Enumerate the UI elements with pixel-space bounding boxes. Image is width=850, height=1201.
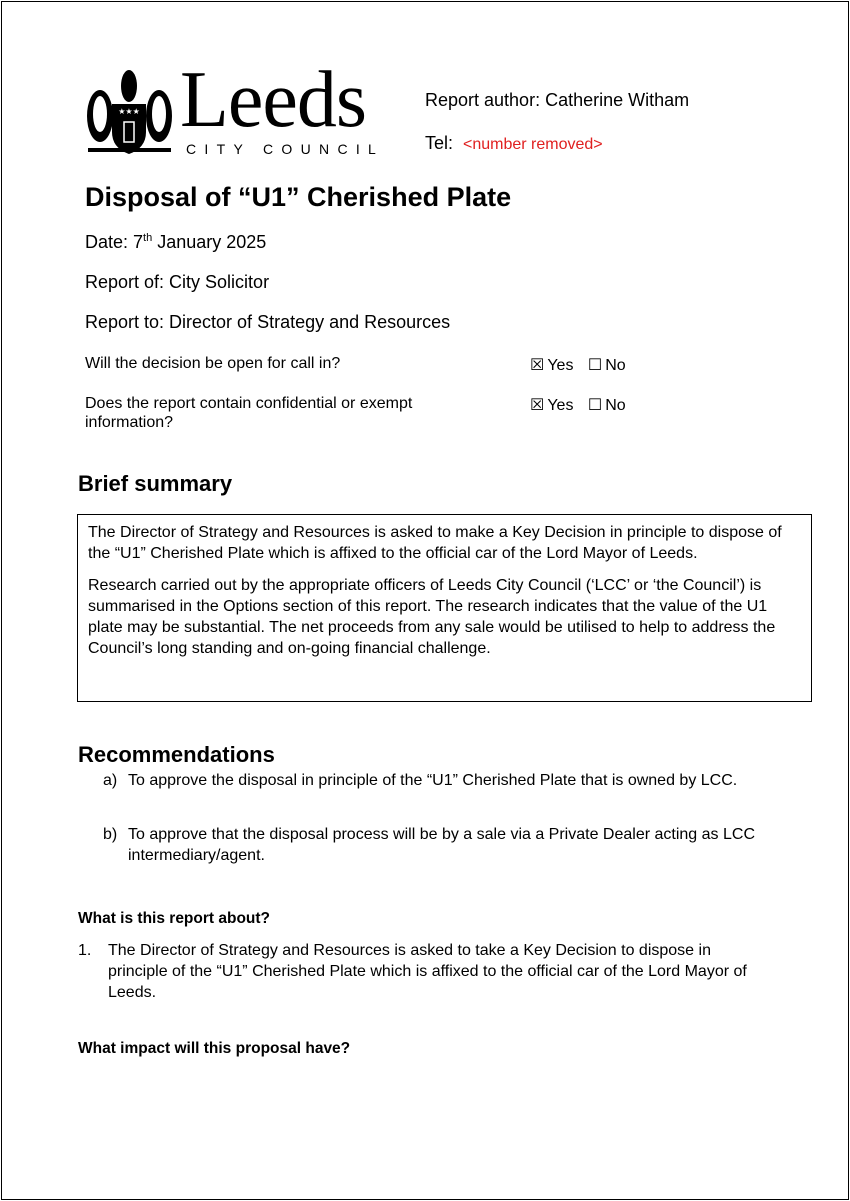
report-date: Date: 7th January 2025 xyxy=(85,232,267,252)
logo-subtitle: CITY COUNCIL xyxy=(186,141,385,157)
coat-of-arms-icon xyxy=(82,66,177,158)
page-title: Disposal of “U1” Cherished Plate xyxy=(85,182,512,212)
tel-label: Tel: xyxy=(425,133,454,153)
telephone xyxy=(425,133,603,154)
question-confidential: Does the report contain confidential or exempt information? xyxy=(85,395,413,431)
report-of: Report of: City Solicitor xyxy=(85,272,270,292)
brief-summary-box xyxy=(77,514,812,702)
yes-checkbox-checked[interactable]: ☒ xyxy=(530,357,545,374)
tel-value: <number removed> xyxy=(463,136,603,153)
summary-paragraph: Research carried out by the appropriate officers of Leeds City Council (‘LCC’ or ‘the Council’) is summarised in the Options section of this report. The research indicates that the value of the U1 plate may be substantial. The net proceeds from any sale would be utilised to help to address the Council’s long standing and on-going financial challenge. xyxy=(88,577,776,657)
summary-paragraph: The Director of Strategy and Resources is asked to make a Key Decision in principle to dispose of the “U1” Cherished Plate which is affixed to the official car of the Lord Mayor of Leeds. xyxy=(88,524,782,562)
recommendations-heading: Recommendations xyxy=(78,742,275,767)
no-checkbox[interactable]: ☐ xyxy=(587,357,603,374)
question-call-in: Will the decision be open for call in? xyxy=(85,355,341,372)
report-author: Report author: Catherine Witham xyxy=(425,90,690,110)
no-checkbox[interactable]: ☐ xyxy=(587,397,603,414)
leeds-city-council-logo xyxy=(82,56,387,161)
about-heading: What is this report about? xyxy=(78,910,271,927)
svg-text:★★★: ★★★ xyxy=(118,107,140,116)
yes-checkbox-checked[interactable]: ☒ xyxy=(530,397,545,414)
call-in-options: ☒ Yes ☐ No xyxy=(530,357,626,374)
impact-heading: What impact will this proposal have? xyxy=(78,1040,351,1057)
brief-summary-heading: Brief summary xyxy=(78,471,233,496)
logo-wordmark: Leeds xyxy=(180,56,367,144)
report-to: Report to: Director of Strategy and Resources xyxy=(85,312,451,332)
confidential-options: ☒ Yes ☐ No xyxy=(530,397,626,414)
